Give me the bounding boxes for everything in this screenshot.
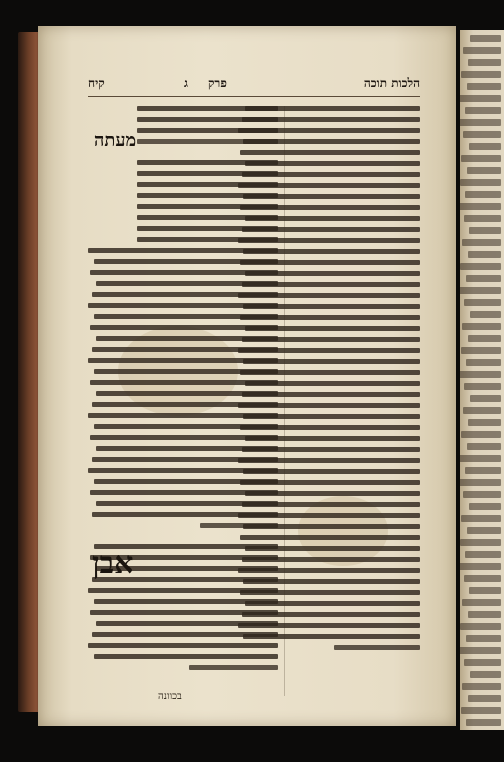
text-line — [463, 131, 501, 138]
text-line — [94, 259, 278, 264]
text-line — [469, 503, 501, 510]
text-line — [92, 512, 278, 517]
text-line — [463, 407, 501, 414]
text-line — [94, 479, 278, 484]
text-line — [90, 325, 278, 330]
text-line — [88, 248, 278, 253]
text-line — [465, 191, 501, 198]
text-line — [137, 226, 278, 231]
text-line — [468, 611, 501, 618]
text-line — [96, 391, 278, 396]
text-line — [466, 719, 501, 726]
column-divider — [284, 106, 285, 696]
text-line — [468, 695, 501, 702]
text-line — [460, 539, 501, 546]
text-line — [137, 160, 278, 165]
text-line — [461, 515, 501, 522]
text-line — [96, 621, 278, 626]
text-line — [189, 665, 278, 670]
text-line — [90, 610, 278, 615]
text-line — [90, 380, 278, 385]
header-folio-number: קיח — [88, 76, 105, 90]
text-line — [461, 155, 501, 162]
text-line — [90, 490, 278, 495]
text-line — [334, 645, 420, 650]
section-initial-word: אבן — [92, 546, 134, 581]
text-line — [88, 358, 278, 363]
section-heading-word: מעתה — [94, 130, 137, 151]
header-perek-number: ג — [184, 76, 188, 90]
text-line — [464, 575, 501, 582]
text-line — [466, 275, 501, 282]
text-line — [461, 707, 501, 714]
text-line — [92, 347, 278, 352]
text-line — [470, 311, 501, 318]
text-line — [469, 587, 501, 594]
text-line — [137, 182, 278, 187]
text-line — [137, 171, 278, 176]
text-line — [96, 336, 278, 341]
text-line — [90, 435, 278, 440]
text-line — [461, 71, 501, 78]
text-line — [88, 468, 278, 473]
text-line — [465, 107, 501, 114]
left-text-column — [88, 106, 278, 696]
text-line — [460, 563, 501, 570]
text-line — [137, 139, 278, 144]
text-line — [467, 167, 501, 174]
text-line — [460, 371, 501, 378]
text-line — [460, 479, 501, 486]
text-line — [468, 251, 501, 258]
text-line — [460, 647, 501, 654]
text-line — [96, 446, 278, 451]
text-line — [88, 643, 278, 648]
text-line — [460, 263, 501, 270]
paragraph-gap — [88, 534, 278, 544]
text-line — [464, 383, 501, 390]
text-line — [460, 95, 501, 102]
text-line — [470, 395, 501, 402]
text-line — [464, 659, 501, 666]
text-line — [92, 457, 278, 462]
paragraph-gap — [88, 150, 278, 160]
text-line — [90, 270, 278, 275]
text-line — [467, 527, 501, 534]
text-line — [462, 239, 501, 246]
text-line — [466, 635, 501, 642]
text-line — [468, 419, 501, 426]
text-line — [467, 83, 501, 90]
text-line — [460, 119, 501, 126]
text-line — [96, 281, 278, 286]
text-line — [94, 314, 278, 319]
text-line — [94, 599, 278, 604]
text-line — [463, 491, 501, 498]
text-line — [460, 287, 501, 294]
book-page — [38, 26, 456, 726]
text-line — [94, 369, 278, 374]
text-line — [460, 203, 501, 210]
text-line — [462, 599, 501, 606]
text-line — [137, 204, 278, 209]
text-line — [94, 424, 278, 429]
text-line — [137, 106, 278, 111]
catchword: בכוונה — [158, 691, 182, 702]
text-line — [469, 143, 501, 150]
text-line — [467, 443, 501, 450]
text-line — [468, 59, 501, 66]
text-line — [470, 35, 501, 42]
text-line — [137, 215, 278, 220]
text-line — [92, 402, 278, 407]
text-line — [461, 347, 501, 354]
text-line — [464, 299, 501, 306]
text-line — [92, 632, 278, 637]
text-line — [462, 323, 501, 330]
text-line — [137, 237, 278, 242]
text-line — [137, 193, 278, 198]
text-line — [460, 455, 501, 462]
text-line — [466, 359, 501, 366]
text-line — [200, 523, 278, 528]
text-line — [96, 501, 278, 506]
text-line — [469, 227, 501, 234]
header-title: הלכות תוכה — [363, 76, 420, 90]
header-perek-label: פרק — [208, 76, 227, 90]
next-page-edge — [460, 30, 504, 730]
text-line — [468, 335, 501, 342]
text-line — [463, 47, 501, 54]
text-line — [137, 128, 278, 133]
running-header — [88, 74, 420, 97]
text-line — [462, 683, 501, 690]
text-line — [461, 431, 501, 438]
text-line — [88, 303, 278, 308]
text-line — [470, 671, 501, 678]
text-line — [465, 467, 501, 474]
text-line — [137, 117, 278, 122]
text-line — [88, 413, 278, 418]
text-line — [460, 623, 501, 630]
text-line — [88, 588, 278, 593]
text-line — [460, 179, 501, 186]
text-line — [464, 215, 501, 222]
text-line — [94, 654, 278, 659]
text-line — [465, 551, 501, 558]
text-line — [92, 292, 278, 297]
